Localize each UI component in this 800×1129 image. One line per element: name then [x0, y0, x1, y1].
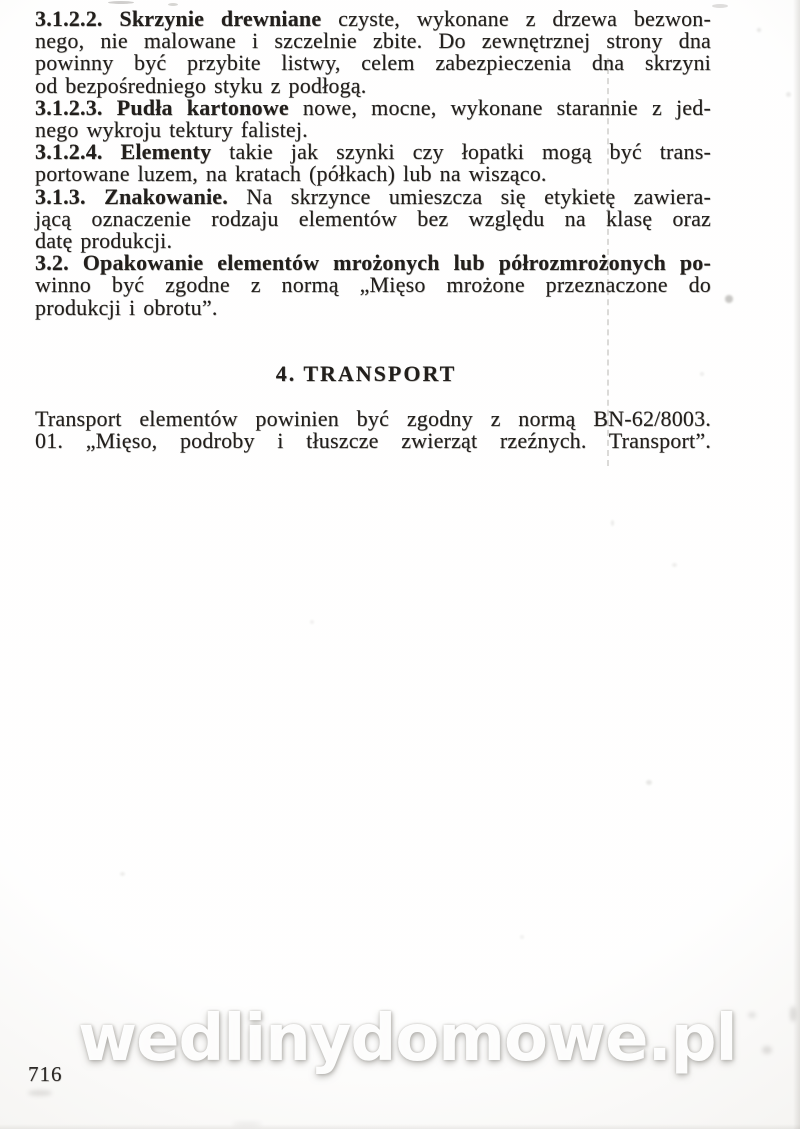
scan-speck [762, 1046, 772, 1054]
text-line [35, 252, 711, 274]
text-line [35, 141, 711, 163]
scan-speck [712, 4, 728, 8]
text-segment: nego, nie malowane i szczelnie zbite. Do zewnętrznej strony dna [35, 28, 711, 54]
scan-speck [611, 520, 614, 526]
bold-text-segment: 3.1.2.2. Skrzynie drewniane [35, 6, 339, 31]
text-line [35, 52, 711, 74]
text-line [35, 230, 711, 252]
scan-speck [108, 1, 134, 4]
text-segment: od bezpośredniego styku z podłogą. [35, 72, 367, 98]
page-number: 716 [28, 1062, 63, 1086]
text-line [35, 183, 711, 209]
text-line [35, 30, 711, 52]
text-line [35, 430, 711, 452]
text-segment: jącą oznaczenie rodzaju elementów bez względu na klasę oraz [35, 205, 711, 231]
text-segment: datę produkcji. [35, 228, 173, 254]
scan-speck [520, 935, 524, 939]
scan-edge-shadow-bottom [0, 1124, 800, 1129]
scan-speck [28, 1090, 52, 1096]
transport-paragraph [35, 408, 711, 452]
scan-edge-shadow-right [793, 0, 800, 1129]
scan-fold-line-artifact [607, 58, 609, 466]
watermark: wedlinydomowe.pl [78, 1002, 737, 1076]
scan-speck [748, 1012, 756, 1018]
text-segment: Transport elementów powinien być zgodny z normą BN-62/8003. [35, 406, 711, 431]
text-segment: nego wykroju tektury falistej. [35, 117, 308, 143]
scan-speck [757, 28, 761, 32]
text-segment: Na skrzynce umieszcza się etykietę zawiera- [246, 183, 711, 209]
bold-text-segment: 3.1.2.3. Pudła kartonowe [35, 94, 303, 120]
scan-speck [672, 563, 677, 567]
text-segment: takie jak szynki czy łopatki mogą być trans- [229, 139, 712, 165]
text-line [35, 294, 711, 320]
scan-speck [120, 872, 125, 876]
text-line [35, 408, 711, 430]
bold-text-segment: 3.1.3. Znakowanie. [35, 183, 247, 209]
text-segment: nowe, mocne, wykonane starannie z jed- [302, 94, 711, 120]
scan-speck [786, 92, 791, 97]
bold-text-segment: 3.1.2.4. Elementy [35, 139, 230, 165]
scan-speck [646, 780, 652, 785]
text-line [35, 163, 711, 185]
text-line [35, 8, 711, 30]
text-line [35, 274, 711, 296]
text-line [35, 72, 711, 98]
text-line [35, 119, 711, 141]
text-line [35, 94, 711, 120]
text-segment: czyste, wykonane z drzewa bezwon- [338, 6, 711, 31]
text-segment: powinny być przybite listwy, celem zabezpieczenia dna skrzyni [35, 50, 711, 76]
body-text-column [35, 8, 711, 319]
scan-speck [310, 620, 314, 624]
scan-speck [725, 295, 733, 303]
text-segment: produkcji i obrotu”. [35, 294, 218, 320]
section-heading: 4. TRANSPORT [275, 361, 457, 386]
text-segment: winno być zgodne z normą „Mięso mrożone przeznaczone do [35, 272, 711, 298]
bold-text-segment: 3.2. Opakowanie elementów mrożonych lub półrozmrożonych po- [35, 250, 711, 276]
text-segment: portowane luzem, na kratach (półkach) lub na wisząco. [35, 161, 547, 187]
text-segment: 01. „Mięso, podroby i tłuszcze zwierząt rzeźnych. Transport”. [35, 428, 711, 454]
text-line [35, 205, 711, 231]
